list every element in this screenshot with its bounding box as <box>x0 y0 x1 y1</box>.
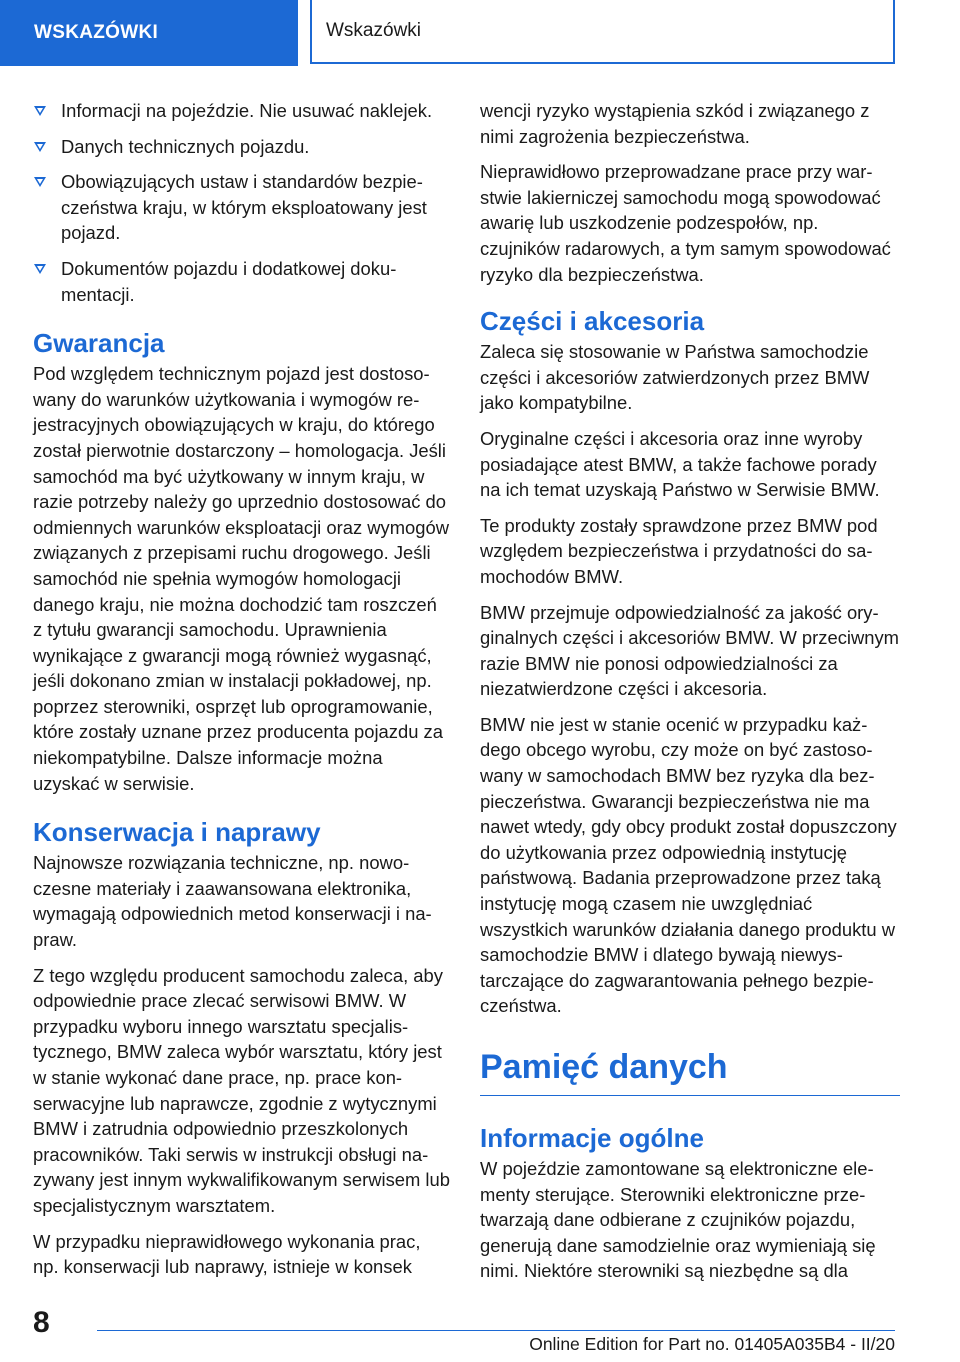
parts-heading: Części i akcesoria <box>480 306 705 337</box>
data-storage-heading: Pamięć danych <box>480 1047 900 1096</box>
right-column <box>480 98 900 1294</box>
page-number: 8 <box>33 1306 50 1339</box>
parts-paragraph: Te produkty zostały sprawdzone przez BMW pod względem bezpieczeństwa i przydatności do samochodów BMW. <box>480 514 878 587</box>
general-info-heading: Informacje ogólne <box>480 1123 704 1153</box>
page-header <box>0 0 960 66</box>
list-item <box>33 256 451 307</box>
page-title: Wskazówki <box>310 0 895 64</box>
risk-paragraph: wencji ryzyko wystąpienia szkód i związanego z nimi zagrożenia bezpieczeństwa. <box>480 100 870 147</box>
edition-footer: Online Edition for Part no. 01405A035B4 - II/20 <box>529 1334 895 1354</box>
left-column <box>33 98 451 1290</box>
list-item-text: Danych technicznych pojazdu. <box>61 135 310 157</box>
list-item-text: Informacji na pojeździe. Nie usuwać naklejek. <box>61 100 433 121</box>
bullet-list <box>33 98 451 307</box>
maintenance-paragraph: W przypadku nieprawidłowego wykonania prac, np. konserwacji lub naprawy, istnieje w konsek <box>33 1230 421 1278</box>
list-item-text: Obowiązujących ustaw i standardów bezpieczeństwa kraju, w którym eksploatowany jest pojazd. <box>61 171 427 244</box>
warranty-paragraph: Pod względem technicznym pojazd jest dostosowany do warunków użytkowania i wymogów rejestracyjnych obowiązujących w kraju, do którego został pierwotnie dostarczony – homologacja. Jeśli samochód ma być użytkowany w innym kraju, w razie potrzeby należy go uprzednio dostosować do odmiennych warunków eksploatacji oraz wymogów związanych z przepisami ruchu drogowego. Jeśli samochód nie spełnia wymogów homologacji danego kraju, nie można dochodzić tam roszczeń z tytułu gwarancji samochodu. Uprawnienia wynikające z gwarancji mogą również wygasnąć, jeśli dokonano zmian w instalacji pokładowej, np. poprzez sterowniki, osprzęt lub oprogramowanie, które zostały uznane przez producenta pojazdu za niekompatybilne. Dalsze informacje można uzyskać w serwisie. <box>33 363 450 794</box>
warranty-heading: Gwarancja <box>33 328 165 359</box>
list-item <box>33 98 451 124</box>
paint-paragraph: Nieprawidłowo przeprowadzane prace przy warstwie lakierniczej samochodu mogą spowodować awarię lub uszkodzenie podzespołów, np. czujników radarowych, a tym samym spowodować ryzyko dla bezpieczeństwa. <box>480 161 891 285</box>
parts-paragraph: BMW nie jest w stanie ocenić w przypadku każdego obcego wyrobu, czy może on być zastosowany w samochodach BMW bez ryzyka dla bezpieczeństwa. Gwarancji bezpieczeństwa nie ma nawet wtedy, gdy obcy produkt został dopuszczony do użytkowania przez odpowiednią instytucję państwową. Badania przeprowadzone przez taką instytucję mogą czasem nie uwzględniać wszystkich warunków działania danego produktu w samochodzie BMW i dlatego bywają niewystarczające do zagwarantowania pełnego bezpieczeństwa. <box>480 713 897 1017</box>
maintenance-heading: Konserwacja i naprawy <box>33 817 321 848</box>
section-tab: WSKAZÓWKI <box>0 0 298 66</box>
list-item <box>33 134 451 160</box>
list-item-text: Dokumentów pojazdu i dodatkowej dokumentacji. <box>61 257 397 305</box>
parts-paragraph: Zaleca się stosowanie w Państwa samochodzie części i akcesoriów zatwierdzonych przez BMW jako kompatybilne. <box>480 341 870 414</box>
maintenance-paragraph: Z tego względu producent samochodu zaleca, aby odpowiednie prace zlecać serwisowi BMW. W przypadku wyboru innego warsztatu specjalistycznego, BMW zaleca wybór warsztatu, który jest w stanie wykonać dane prace, np. prace konserwacyjne lub naprawcze, zgodnie z wytycznymi BMW i zatrudnia odpowiednio przeszkolonych pracowników. Taki serwis w instrukcji obsługi nazywany jest innym wykwalifikowanym serwisem lub specjalistycznym warsztatem. <box>33 964 450 1216</box>
general-info-paragraph: W pojeździe zamontowane są elektroniczne elementy sterujące. Sterowniki elektroniczne przetwarzają dane odbierane z czujników pojazdu, generują dane samodzielnie oraz wymieniają się nimi. Niektóre sterowniki są niezbędne są dla <box>480 1158 876 1282</box>
triangle-bullet-icon <box>34 177 46 187</box>
parts-paragraph: BMW przejmuje odpowiedzialność za jakość oryginalnych części i akcesoriów BMW. W przeciwnym razie BMW nie ponosi odpowiedzialności za niezatwierdzone części i akcesoria. <box>480 601 900 700</box>
list-item <box>33 169 451 246</box>
footer-divider <box>97 1330 895 1331</box>
triangle-bullet-icon <box>34 106 46 116</box>
maintenance-paragraph: Najnowsze rozwiązania techniczne, np. nowoczesne materiały i zaawansowana elektronika, wymagają odpowiednich metod konserwacji i napraw. <box>33 852 432 951</box>
parts-paragraph: Oryginalne części i akcesoria oraz inne wyroby posiadające atest BMW, a także fachowe porady na ich temat uzyskają Państwo w Serwisie BMW. <box>480 427 880 501</box>
triangle-bullet-icon <box>34 142 46 152</box>
triangle-bullet-icon <box>34 264 46 274</box>
